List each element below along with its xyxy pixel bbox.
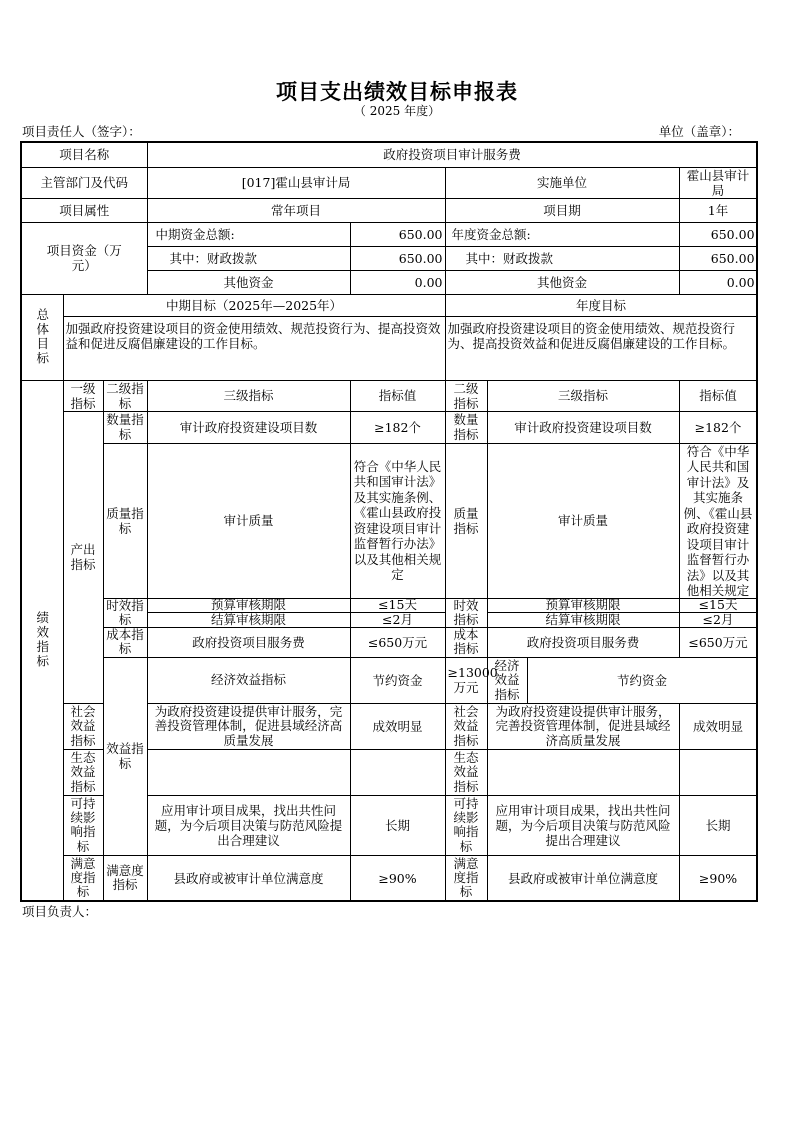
year-total-label: 年度资金总额: bbox=[445, 222, 679, 246]
sustainable-l2-year: 可持续影响指标 bbox=[445, 795, 487, 855]
year-goal-text: 加强政府投资建设项目的资金使用绩效、规范投资行为、提高投资效益和促进反腐倡廉建设的工作目标。 bbox=[445, 316, 757, 380]
economic-l2: 经济效益指标 bbox=[147, 657, 350, 703]
mid-goal-text: 加强政府投资建设项目的资金使用绩效、规范投资行为、提高投资效益和促进反腐倡廉建设的工作目标。 bbox=[63, 316, 445, 380]
h-level2: 二级指标 bbox=[103, 380, 147, 411]
goals-label: 总体目标 bbox=[21, 294, 63, 380]
year-goal-header: 年度目标 bbox=[445, 294, 757, 316]
h-value-year: 指标值 bbox=[679, 380, 757, 411]
year-other-value: 0.00 bbox=[679, 270, 757, 294]
cost-l2-year: 成本指标 bbox=[445, 627, 487, 657]
project-name-label: 项目名称 bbox=[21, 142, 147, 167]
satisfaction-l1: 满意度指标 bbox=[63, 855, 103, 901]
social-year: 成效明显 bbox=[679, 703, 757, 749]
cost-mid: ≤650万元 bbox=[350, 627, 445, 657]
social-name: 为政府投资建设提供审计服务，完善投资管理体制，促进县域经济高质量发展 bbox=[147, 703, 350, 749]
funds-label: 项目资金（万元） bbox=[21, 222, 147, 294]
timeliness-name1-year: 预算审核期限 bbox=[487, 598, 679, 613]
quality-name: 审计质量 bbox=[147, 443, 350, 598]
cost-name-year: 政府投资项目服务费 bbox=[487, 627, 679, 657]
cost-year: ≤650万元 bbox=[679, 627, 757, 657]
sustainable-mid: 长期 bbox=[350, 795, 445, 855]
ecological-l2-year: 生态效益指标 bbox=[445, 749, 487, 795]
sustainable-l2: 可持续影响指标 bbox=[63, 795, 103, 855]
social-mid: 成效明显 bbox=[350, 703, 445, 749]
mid-other-label: 其他资金 bbox=[147, 270, 350, 294]
mid-fiscal-value: 650.00 bbox=[350, 246, 445, 270]
economic-name: 节约资金 bbox=[350, 657, 445, 703]
satisfaction-l2-year: 满意度指标 bbox=[445, 855, 487, 901]
unit-label: 单位（盖章）： bbox=[658, 124, 740, 139]
period-value: 1年 bbox=[679, 198, 757, 222]
quality-name-year: 审计质量 bbox=[487, 443, 679, 598]
dept-value: [017]霍山县审计局 bbox=[147, 167, 445, 198]
quantity-year: ≥182个 bbox=[679, 411, 757, 443]
performance-table bbox=[20, 141, 758, 902]
mid-other-value: 0.00 bbox=[350, 270, 445, 294]
year-line: （ 2025 年度） bbox=[353, 104, 441, 118]
ecological-year bbox=[679, 749, 757, 795]
social-l2-year: 社会效益指标 bbox=[445, 703, 487, 749]
timeliness-val1-year: ≤15天 bbox=[679, 598, 757, 613]
quantity-l2: 数量指标 bbox=[103, 411, 147, 443]
satisfaction-year: ≥90% bbox=[679, 855, 757, 901]
satisfaction-name-year: 县政府或被审计单位满意度 bbox=[487, 855, 679, 901]
cost-name: 政府投资项目服务费 bbox=[147, 627, 350, 657]
cost-l2: 成本指标 bbox=[103, 627, 147, 657]
quantity-name: 审计政府投资建设项目数 bbox=[147, 411, 350, 443]
timeliness-val1: ≤15天 bbox=[350, 598, 445, 613]
quality-mid: 符合《中华人民共和国审计法》及其实施条例、《霍山县政府投资建设项目审计监督暂行办法》以及其他相关规定 bbox=[350, 443, 445, 598]
timeliness-name1: 预算审核期限 bbox=[147, 598, 350, 613]
quality-year-text: 符合《中华人民共和国审计法》及其实施条例、《霍山县政府投资建设项目审计监督暂行办法》以及其他相关规定 bbox=[683, 443, 753, 598]
dept-label: 主管部门及代码 bbox=[21, 167, 147, 198]
mid-total-label: 中期资金总额: bbox=[147, 222, 350, 246]
project-name: 政府投资项目审计服务费 bbox=[147, 142, 757, 167]
footer-label: 项目负责人： bbox=[22, 904, 98, 919]
mid-fiscal-label: 其中：财政拨款 bbox=[147, 246, 350, 270]
quality-l2-year: 质量指标 bbox=[445, 443, 487, 598]
impl-label: 实施单位 bbox=[445, 167, 679, 198]
impl-value: 霍山县审计局 bbox=[679, 167, 757, 198]
benefit-label: 效益指标 bbox=[103, 657, 147, 855]
sustainable-name-year: 应用审计项目成果，找出共性问题，为今后项目决策与防范风险提出合理建议 bbox=[487, 795, 679, 855]
mid-goal-header: 中期目标（2025年—2025年） bbox=[63, 294, 445, 316]
year-other-label: 其他资金 bbox=[445, 270, 679, 294]
h-level3-year: 三级指标 bbox=[487, 380, 679, 411]
satisfaction-name: 县政府或被审计单位满意度 bbox=[147, 855, 350, 901]
quantity-name-year: 审计政府投资建设项目数 bbox=[487, 411, 679, 443]
mid-total-value: 650.00 bbox=[350, 222, 445, 246]
quality-l2: 质量指标 bbox=[103, 443, 147, 598]
output-label: 产出指标 bbox=[63, 411, 103, 703]
sustainable-name: 应用审计项目成果，找出共性问题，为今后项目决策与防范风险提出合理建议 bbox=[147, 795, 350, 855]
sustainable-year: 长期 bbox=[679, 795, 757, 855]
attr-value: 常年项目 bbox=[147, 198, 445, 222]
quantity-mid: ≥182个 bbox=[350, 411, 445, 443]
quantity-l2-year: 数量指标 bbox=[445, 411, 487, 443]
timeliness-val2: ≤2月 bbox=[350, 613, 445, 628]
period-label: 项目期 bbox=[445, 198, 679, 222]
ecological-mid bbox=[350, 749, 445, 795]
attr-label: 项目属性 bbox=[21, 198, 147, 222]
timeliness-name2-year: 结算审核期限 bbox=[487, 613, 679, 628]
h-level3: 三级指标 bbox=[147, 380, 350, 411]
form-title: 项目支出绩效目标申报表 bbox=[276, 80, 518, 104]
economic-mid: ≥13000万元 bbox=[445, 657, 487, 703]
social-name-year: 为政府投资建设提供审计服务，完善投资管理体制，促进县域经济高质量发展 bbox=[487, 703, 679, 749]
timeliness-name2: 结算审核期限 bbox=[147, 613, 350, 628]
h-level1: 一级指标 bbox=[63, 380, 103, 411]
satisfaction-mid: ≥90% bbox=[350, 855, 445, 901]
economic-l2-year: 经济效益指标 bbox=[487, 657, 527, 703]
h-value: 指标值 bbox=[350, 380, 445, 411]
quality-year bbox=[679, 443, 757, 598]
ecological-l2: 生态效益指标 bbox=[63, 749, 103, 795]
timeliness-l2: 时效指标 bbox=[103, 598, 147, 627]
timeliness-val2-year: ≤2月 bbox=[679, 613, 757, 628]
indicators-section-label: 绩效指标 bbox=[21, 380, 63, 901]
h-level2-year: 二级指标 bbox=[445, 380, 487, 411]
timeliness-l2-year: 时效指标 bbox=[445, 598, 487, 627]
ecological-name-year bbox=[487, 749, 679, 795]
social-l2: 社会效益指标 bbox=[63, 703, 103, 749]
year-total-value: 650.00 bbox=[679, 222, 757, 246]
responsible-label: 项目责任人（签字）： bbox=[22, 124, 141, 139]
year-fiscal-label: 其中：财政拨款 bbox=[445, 246, 679, 270]
year-fiscal-value: 650.00 bbox=[679, 246, 757, 270]
economic-name-year: 节约资金 bbox=[527, 657, 757, 703]
ecological-name bbox=[147, 749, 350, 795]
satisfaction-l2: 满意度指标 bbox=[103, 855, 147, 901]
